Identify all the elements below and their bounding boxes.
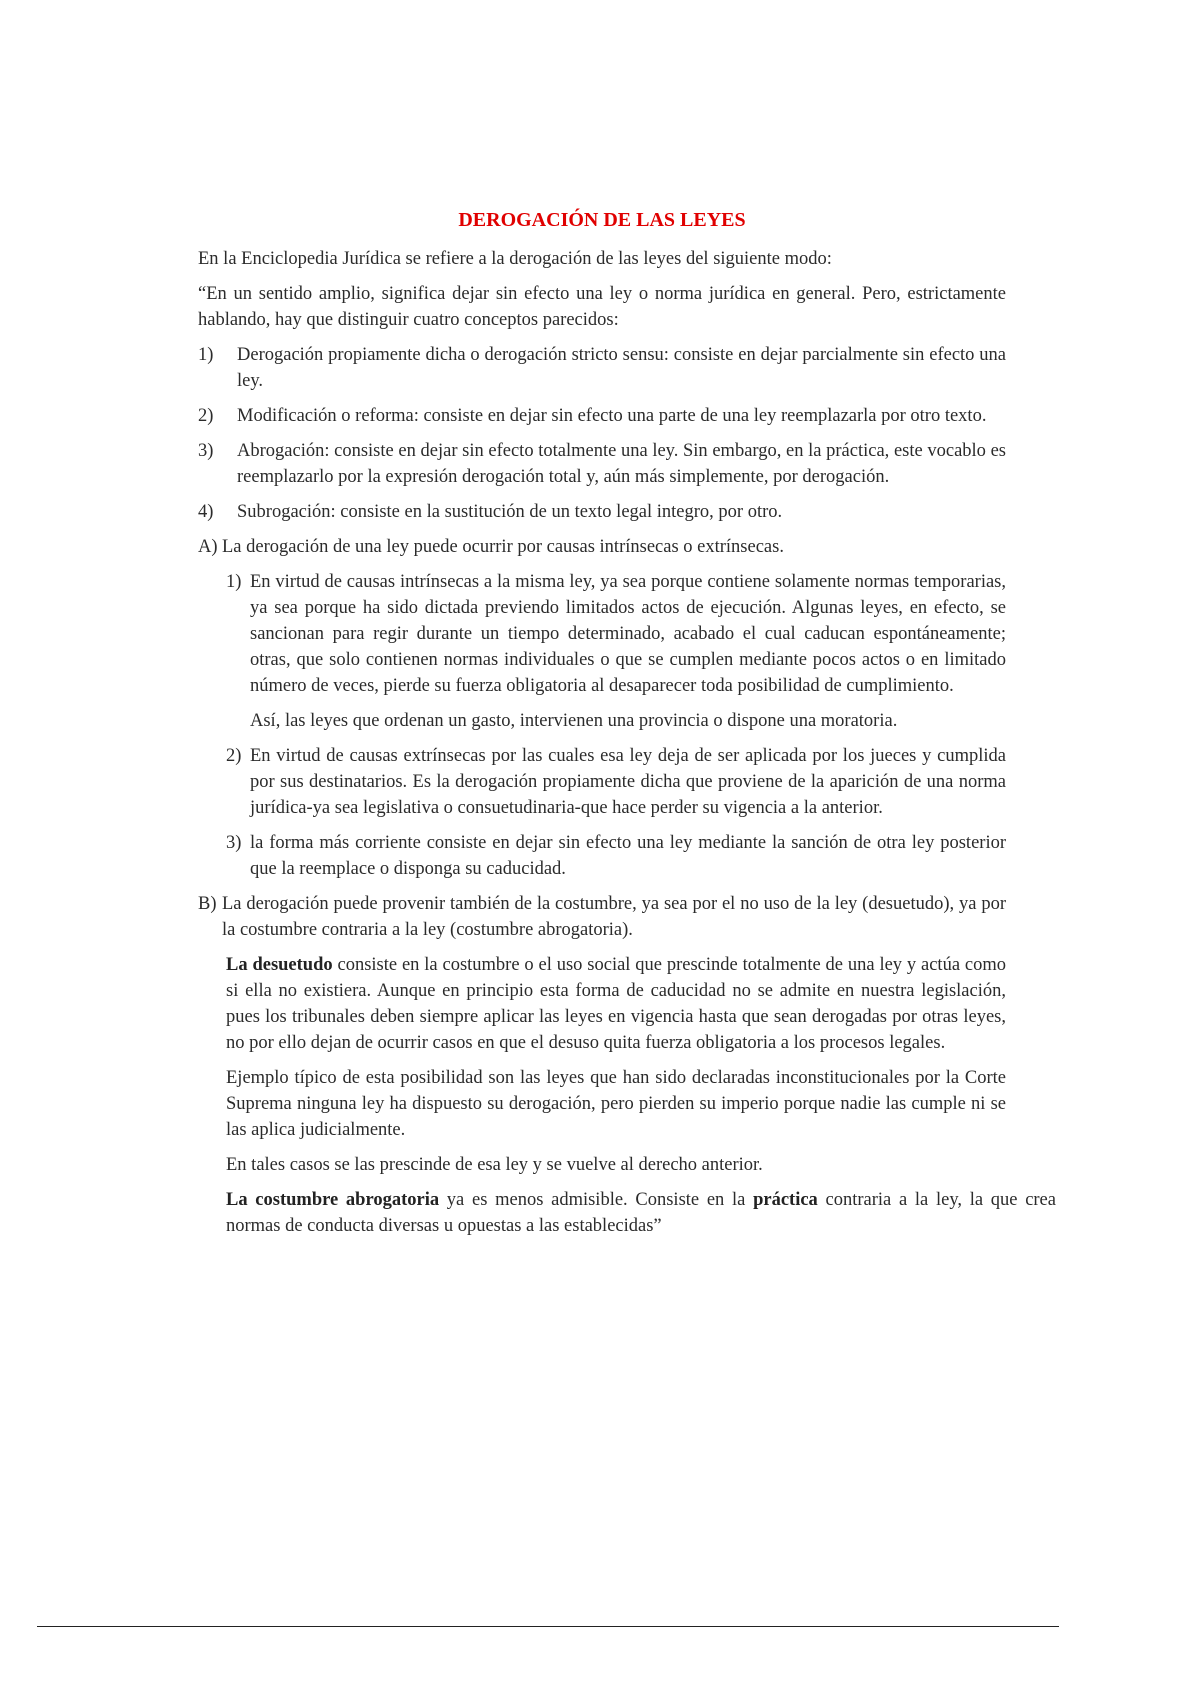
document-body <box>198 246 1056 1239</box>
concept-text: Abrogación: consiste en dejar sin efecto totalmente una ley. Sin embargo, en la práctica, este vocablo es reemplazarlo por la expresión derogación total y, aún más simplemente, por derogación. <box>237 441 1006 487</box>
item-text-extra: Así, las leyes que ordenan un gasto, intervienen una provincia o dispone una moratoria. <box>250 711 898 731</box>
item-text: En virtud de causas extrínsecas por las cuales esa ley deja de ser aplicada por los jueces y cumplida por sus destinatarios. Es la derogación propiamente dicha que proviene de la aparición de una norma jurídica-ya sea legislativa o consuetudinaria-que hace perder su vigencia a la anterior. <box>250 746 1006 818</box>
concept-number: 2) <box>198 406 214 426</box>
item-number: 1) <box>226 572 242 592</box>
footer-rule <box>37 1626 1059 1627</box>
section-a-item-2 <box>226 743 1006 821</box>
abrogatoria-term: La costumbre abrogatoria <box>226 1190 440 1210</box>
concept-item-1 <box>198 342 1006 394</box>
section-text: La derogación puede provenir también de la costumbre, ya sea por el no uso de la ley (desuetudo), ya por la costumbre contraria a la ley (costumbre abrogatoria). <box>222 894 1006 940</box>
example-paragraph: Ejemplo típico de esta posibilidad son las leyes que han sido declaradas inconstitucionales por la Corte Suprema ninguna ley ha dispuesto su derogación, pero pierden su imperio porque nadie las cumple ni se las aplica judicialmente. <box>226 1068 1006 1140</box>
item-text-main: En virtud de causas intrínsecas a la misma ley, ya sea porque contiene solamente normas temporarias, ya sea porque ha sido dictada previendo limitados actos de ejecución. Algunas leyes, en efecto, se sancionan para regir durante un tiempo determinado, acabado el cual caducan espontáneamente; otras, que solo contienen normas individuales o que se cumplen mediante pocos actos o en limitado número de veces, pierde su fuerza obligatoria al desaparecer toda posibilidad de cumplimiento. <box>250 572 1006 696</box>
section-a-item-1 <box>226 569 1006 734</box>
quote-paragraph: “En un sentido amplio, significa dejar sin efecto una ley o norma jurídica en general. Pero, estrictamente hablando, hay que distinguir cuatro conceptos parecidos: <box>198 284 1006 330</box>
abrogatoria-text-2: contraria a la ley, la que crea normas de conducta diversas u opuestas a las establecidas” <box>226 1190 1056 1236</box>
concept-number: 3) <box>198 441 214 461</box>
section-a-heading <box>198 534 1006 560</box>
item-number: 2) <box>226 746 242 766</box>
section-text: La derogación de una ley puede ocurrir por causas intrínsecas o extrínsecas. <box>222 537 784 557</box>
item-number: 3) <box>226 833 242 853</box>
section-label: A) <box>198 537 218 557</box>
concept-number: 1) <box>198 345 214 365</box>
concept-number: 4) <box>198 502 214 522</box>
item-text: la forma más corriente consiste en dejar sin efecto una ley mediante la sanción de otra ley posterior que la reemplace o disponga su caducidad. <box>250 833 1006 879</box>
concept-item-2 <box>198 403 1006 429</box>
concept-item-4 <box>198 499 1006 525</box>
intro-paragraph: En la Enciclopedia Jurídica se refiere a la derogación de las leyes del siguiente modo: <box>198 249 832 269</box>
desuetudo-term: La desuetudo <box>226 955 333 975</box>
item-text <box>250 569 1006 734</box>
concept-text: Subrogación: consiste en la sustitución de un texto legal integro, por otro. <box>237 502 783 522</box>
section-b-heading <box>198 891 1006 943</box>
concept-text: Modificación o reforma: consiste en dejar sin efecto una parte de una ley reemplazarla por otro texto. <box>237 406 987 426</box>
such-cases-paragraph: En tales casos se las prescinde de esa ley y se vuelve al derecho anterior. <box>226 1155 763 1175</box>
desuetudo-text: consiste en la costumbre o el uso social que prescinde totalmente de una ley y actúa como si ella no existiera. Aunque en principio esta forma de caducidad no se admite en nuestra legislación, pues los tribunales deben siempre aplicar las leyes en vigencia hasta que sean derogadas por otras leyes, no por ello dejan de ocurrir casos en que el desuso quita fuerza obligatoria a los procesos legales. <box>226 955 1006 1053</box>
page-title: DEROGACIÓN DE LAS LEYES <box>458 209 746 231</box>
desuetudo-paragraph <box>226 952 1006 1056</box>
section-a-item-3 <box>226 830 1006 882</box>
abrogatoria-text-1: ya es menos admisible. Consiste en la <box>439 1190 754 1210</box>
section-label: B) <box>198 894 217 914</box>
concept-text: Derogación propiamente dicha o derogación stricto sensu: consiste en dejar parcialmente sin efecto una ley. <box>237 345 1006 391</box>
practica-term: práctica <box>753 1190 818 1210</box>
concept-item-3 <box>198 438 1006 490</box>
abrogatoria-paragraph <box>226 1187 1056 1239</box>
